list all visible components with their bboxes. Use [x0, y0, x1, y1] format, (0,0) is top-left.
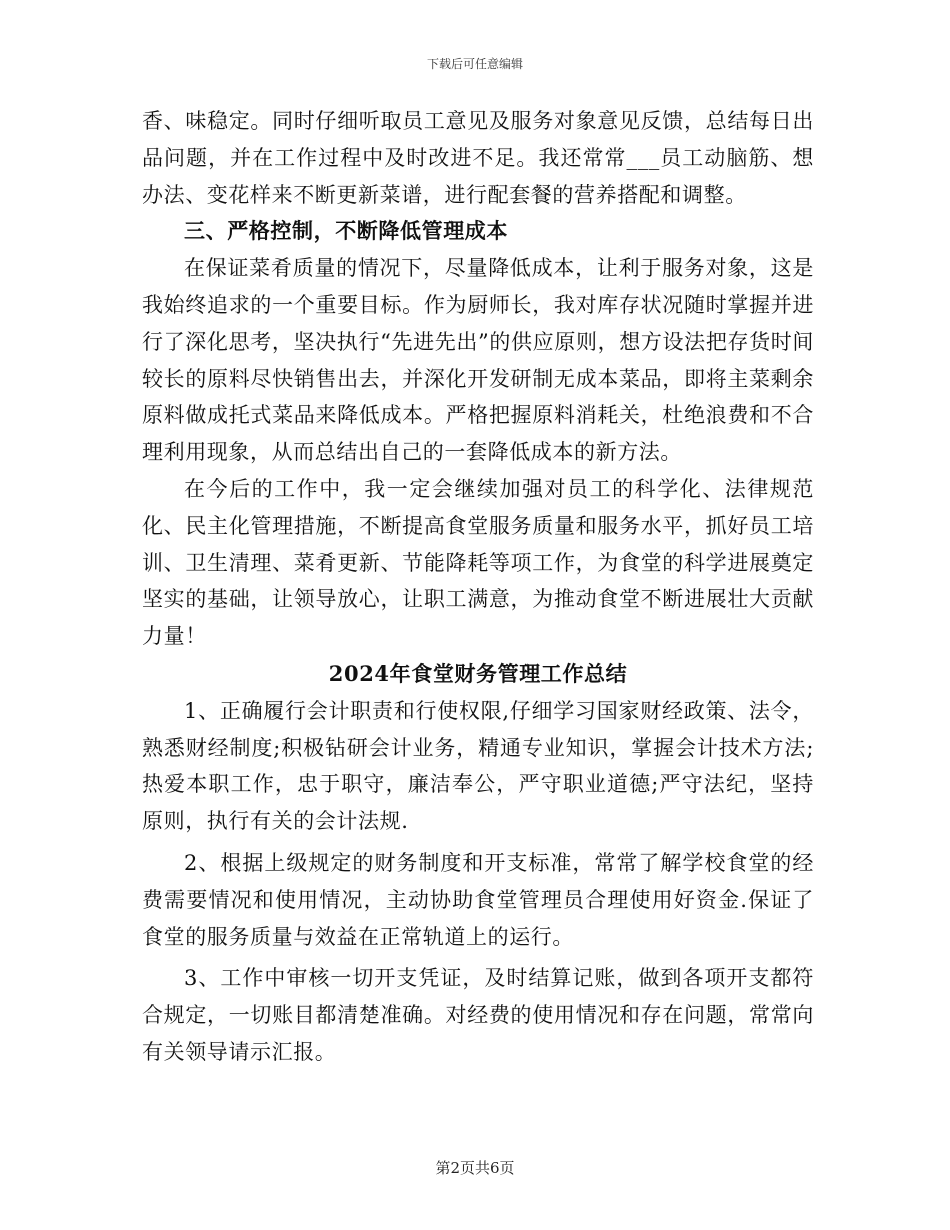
page-number: 第2页共6页	[435, 1159, 515, 1177]
paragraph-item-3: 3、工作中审核一切开支凭证，及时结算记账，做到各项开支都符合规定，一切账目都清楚准确。对经费的使用情况和存在问题，常常向有关领导请示汇报。	[142, 966, 814, 1064]
page-header: 下载后可任意编辑	[426, 57, 523, 71]
paragraph-continuation: 香、味稳定。同时仔细听取员工意见及服务对象意见反馈，总结每日出品问题，并在工作过程中及时改进不足。我还常常___员工动脑筋、想办法、变花样来不断更新菜谱，进行配套餐的营养搭配和调整。	[142, 109, 814, 207]
document-body	[142, 103, 814, 1071]
paragraph-future-work: 在今后的工作中，我一定会继续加强对员工的科学化、法律规范化、民主化管理措施，不断提高食堂服务质量和服务水平，抓好员工培训、卫生清理、菜肴更新、节能降耗等项工作，为食堂的科学进展奠定坚实的基础，让领导放心，让职工满意，为推动食堂不断进展壮大贡献力量！	[142, 476, 814, 649]
paragraph-cost-control: 在保证菜肴质量的情况下，尽量降低成本，让利于服务对象，这是我始终追求的一个重要目标。作为厨师长，我对库存状况随时掌握并进行了深化思考，坚决执行“先进先出”的供应原则，想方设法把存货时间较长的原料尽快销售出去，并深化开发研制无成本菜品，即将主菜剩余原料做成托式菜品来降低成本。严格把握原料消耗关，杜绝浪费和不合理利用现象，从而总结出自己的一套降低成本的新方法。	[142, 256, 814, 465]
document-title: 2024年食堂财务管理工作总结	[328, 660, 628, 686]
paragraph-item-1: 1、正确履行会计职责和行使权限,仔细学习国家财经政策、法令，熟悉财经制度;积极钻研会计业务，精通专业知识，掌握会计技术方法;热爱本职工作，忠于职守，廉洁奉公，严守职业道德;严守法纪，坚持原则，执行有关的会计法规.	[142, 698, 814, 834]
paragraph-item-2: 2、根据上级规定的财务制度和开支标准，常常了解学校食堂的经费需要情况和使用情况，主动协助食堂管理员合理使用好资金.保证了食堂的服务质量与效益在正常轨道上的运行。	[142, 850, 814, 949]
section-heading: 三、严格控制，不断降低管理成本	[184, 218, 508, 244]
